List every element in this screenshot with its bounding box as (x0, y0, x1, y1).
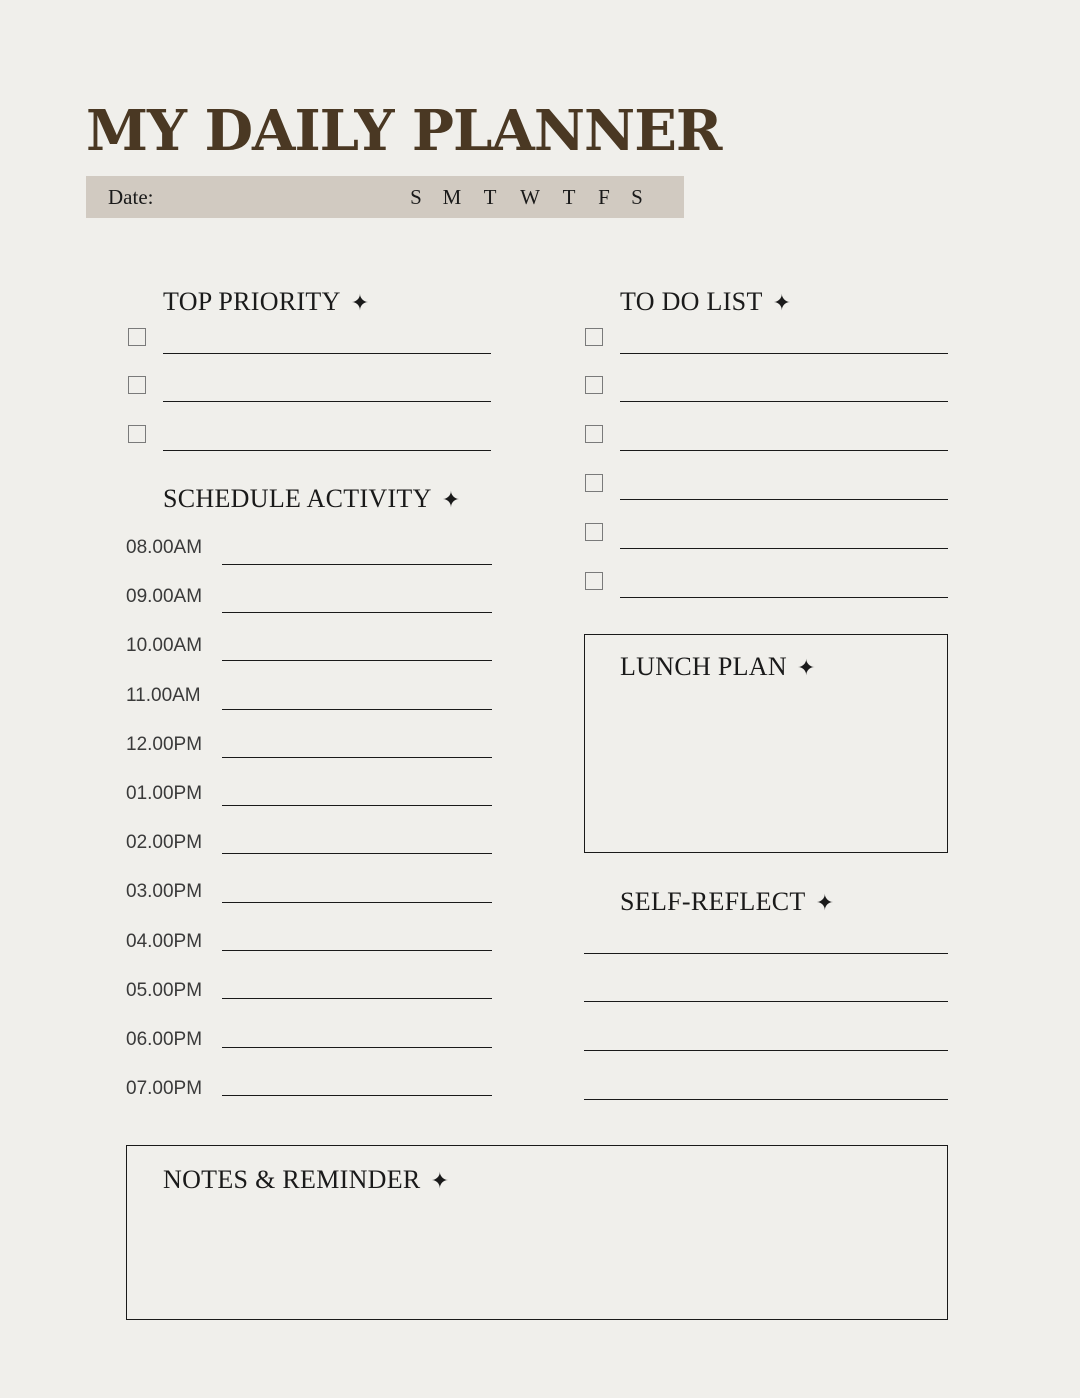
sparkle-icon: ✦ (815, 890, 835, 915)
time-label-0400: 04.00PM (126, 931, 203, 952)
time-label-1200: 12.00PM (126, 734, 203, 755)
lunch-plan-heading (620, 652, 816, 683)
todo-heading (620, 287, 791, 318)
notes-label: NOTES & REMINDER (163, 1165, 421, 1194)
sparkle-icon: ✦ (796, 655, 816, 680)
time-label-0900: 09.00AM (126, 586, 203, 607)
schedule-line-0400[interactable] (222, 950, 492, 951)
day-friday[interactable]: F (598, 185, 610, 209)
todo-checkbox-4[interactable] (585, 474, 603, 492)
sparkle-icon: ✦ (772, 290, 792, 315)
schedule-line-0300[interactable] (222, 902, 492, 903)
time-label-0800: 08.00AM (126, 537, 203, 558)
schedule-line-1200[interactable] (222, 757, 492, 758)
todo-checkbox-6[interactable] (585, 572, 603, 590)
priority-checkbox-3[interactable] (128, 425, 146, 443)
day-tuesday[interactable]: T (483, 185, 497, 209)
day-saturday[interactable]: S (631, 185, 643, 209)
priority-line-2[interactable] (163, 401, 491, 402)
schedule-line-0600[interactable] (222, 1047, 492, 1048)
time-label-0300: 03.00PM (126, 881, 203, 902)
todo-checkbox-3[interactable] (585, 425, 603, 443)
schedule-line-0100[interactable] (222, 805, 492, 806)
day-sunday[interactable]: S (410, 185, 422, 209)
todo-checkbox-5[interactable] (585, 523, 603, 541)
priority-line-3[interactable] (163, 450, 491, 451)
todo-checkbox-1[interactable] (585, 328, 603, 346)
schedule-heading (163, 484, 460, 515)
reflect-line-2[interactable] (584, 1001, 948, 1002)
time-label-0700: 07.00PM (126, 1078, 203, 1099)
sparkle-icon: ✦ (430, 1168, 450, 1193)
schedule-line-0700[interactable] (222, 1095, 492, 1096)
time-label-1100: 11.00AM (126, 685, 201, 706)
schedule-line-0900[interactable] (222, 612, 492, 613)
self-reflect-heading (620, 887, 834, 918)
schedule-line-1100[interactable] (222, 709, 492, 710)
lunch-plan-label: LUNCH PLAN (620, 652, 787, 681)
schedule-line-0500[interactable] (222, 998, 492, 999)
sparkle-icon: ✦ (350, 290, 370, 315)
todo-line-2[interactable] (620, 401, 948, 402)
schedule-line-1000[interactable] (222, 660, 492, 661)
self-reflect-label: SELF-REFLECT (620, 887, 806, 916)
todo-line-6[interactable] (620, 597, 948, 598)
schedule-label: SCHEDULE ACTIVITY (163, 484, 432, 513)
date-bar (86, 176, 684, 218)
todo-line-5[interactable] (620, 548, 948, 549)
schedule-line-0200[interactable] (222, 853, 492, 854)
time-label-0200: 02.00PM (126, 832, 203, 853)
priority-line-1[interactable] (163, 353, 491, 354)
top-priority-label: TOP PRIORITY (163, 287, 341, 316)
priority-checkbox-2[interactable] (128, 376, 146, 394)
top-priority-heading (163, 287, 369, 318)
time-label-0600: 06.00PM (126, 1029, 203, 1050)
time-label-0500: 05.00PM (126, 980, 203, 1001)
todo-line-3[interactable] (620, 450, 948, 451)
reflect-line-3[interactable] (584, 1050, 948, 1051)
time-label-1000: 10.00AM (126, 635, 203, 656)
reflect-line-4[interactable] (584, 1099, 948, 1100)
schedule-line-0800[interactable] (222, 564, 492, 565)
todo-label: TO DO LIST (620, 287, 763, 316)
time-label-0100: 01.00PM (126, 783, 203, 804)
page-title: MY DAILY PLANNER (86, 98, 722, 164)
day-wednesday[interactable]: W (520, 185, 540, 209)
sparkle-icon: ✦ (441, 487, 461, 512)
day-monday[interactable]: M (442, 185, 462, 209)
todo-line-1[interactable] (620, 353, 948, 354)
notes-heading (163, 1165, 449, 1196)
priority-checkbox-1[interactable] (128, 328, 146, 346)
date-label: Date: (108, 185, 154, 209)
todo-line-4[interactable] (620, 499, 948, 500)
reflect-line-1[interactable] (584, 953, 948, 954)
todo-checkbox-2[interactable] (585, 376, 603, 394)
day-thursday[interactable]: T (562, 185, 576, 209)
